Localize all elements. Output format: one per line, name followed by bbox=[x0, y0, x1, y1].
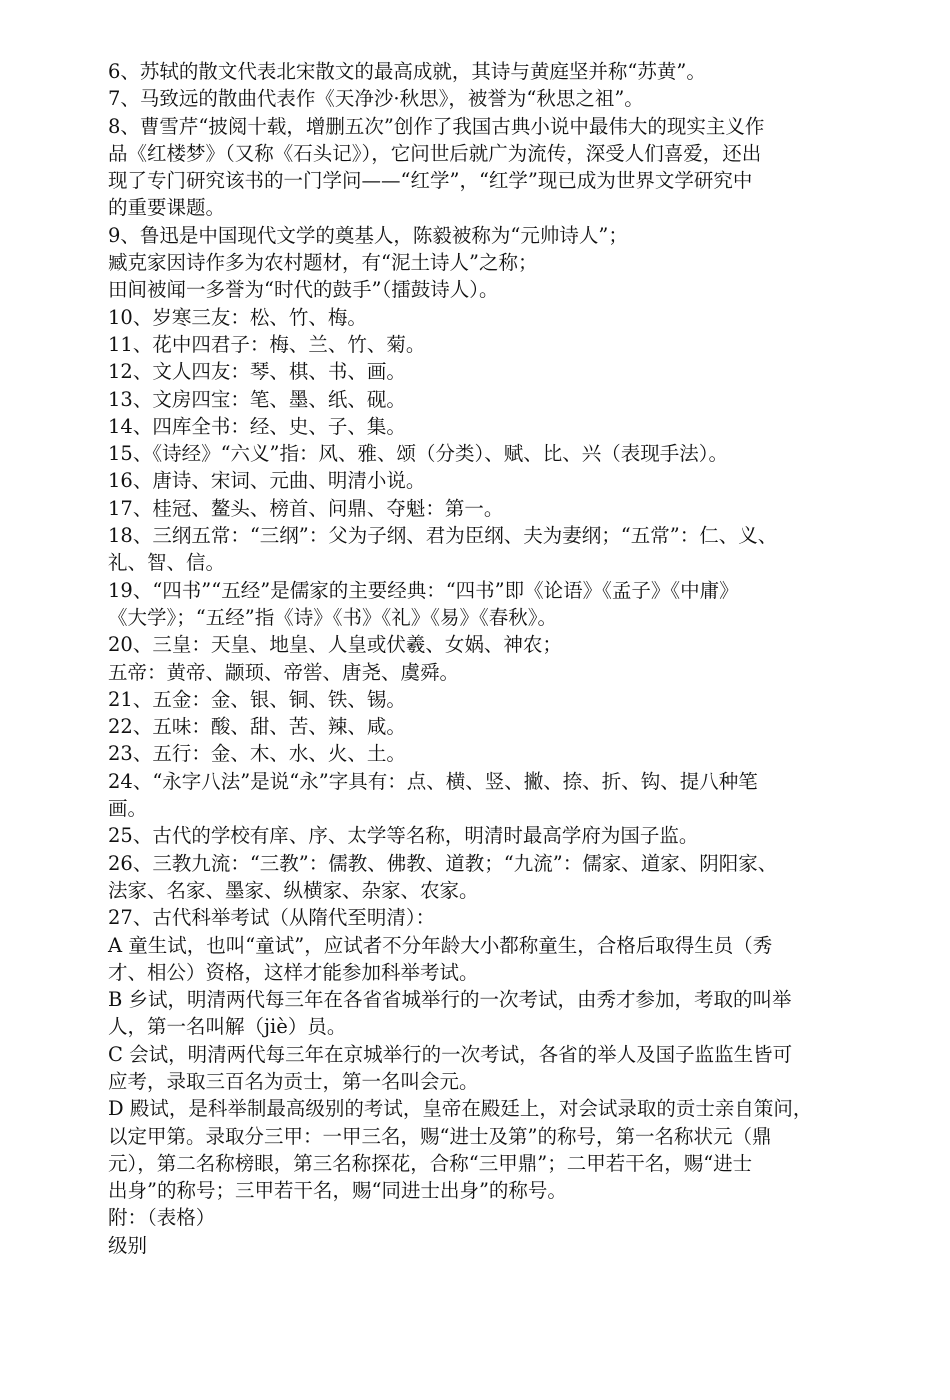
text-line: 元），第二名称榜眼，第三名称探花，合称“三甲鼎”；二甲若干名，赐“进士 bbox=[108, 1151, 753, 1175]
text-line: 17、桂冠、鳌头、榜首、问鼎、夺魁：第一。 bbox=[108, 496, 504, 520]
text-line: B 乡试，明清两代每三年在各省省城举行的一次考试，由秀才参加，考取的叫举 bbox=[108, 988, 792, 1012]
text-line: 附：（表格） bbox=[108, 1206, 216, 1230]
text-line: 26、三教九流：“三教”：儒教、佛教、道教；“九流”：儒家、道家、阴阳家、 bbox=[108, 851, 778, 875]
text-line: 人，第一名叫解（jiè）员。 bbox=[108, 1015, 347, 1039]
text-line: 6、苏轼的散文代表北宋散文的最高成就，其诗与黄庭坚并称“苏黄”。 bbox=[108, 60, 706, 83]
text-line: 画。 bbox=[108, 797, 148, 821]
text-line: 15、《诗经》“六义”指：风、雅、颂（分类）、赋、比、兴（表现手法）。 bbox=[108, 442, 729, 466]
text-line: 现了专门研究该书的一门学问——“红学”，“红学”现已成为世界文学研究中 bbox=[108, 169, 753, 193]
text-line: 12、文人四友：琴、棋、书、画。 bbox=[108, 360, 406, 384]
text-line: 24、“永字八法”是说“永”字具有：点、横、竖、撇、捺、折、钩、提八种笔 bbox=[108, 769, 758, 793]
text-line: 臧克家因诗作多为农村题材，有“泥土诗人”之称； bbox=[108, 251, 538, 275]
text-line: 16、唐诗、宋词、元曲、明清小说。 bbox=[108, 469, 426, 493]
text-line: 应考，录取三百名为贡士，第一名叫会元。 bbox=[108, 1069, 479, 1093]
text-line: 礼、智、信。 bbox=[108, 551, 226, 575]
text-line: 18、三纲五常：“三纲”：父为子纲、君为臣纲、夫为妻纲；“五常”：仁、义、 bbox=[108, 524, 778, 548]
text-line: 8、曹雪芹“披阅十载，增删五次”创作了我国古典小说中最伟大的现实主义作 bbox=[108, 114, 765, 138]
text-line: 五帝：黄帝、颛顼、帝喾、唐尧、虞舜。 bbox=[108, 660, 460, 684]
text-line: 9、鲁迅是中国现代文学的奠基人，陈毅被称为“元帅诗人”； bbox=[108, 223, 628, 247]
text-line: 出身”的称号；三甲若干名，赐“同进士出身”的称号。 bbox=[108, 1179, 567, 1203]
text-line: D 殿试，是科举制最高级别的考试，皇帝在殿廷上，对会试录取的贡士亲自策问， bbox=[108, 1097, 813, 1121]
text-line: 田间被闻一多誉为“时代的鼓手”（擂鼓诗人）。 bbox=[108, 278, 499, 302]
text-line: 27、古代科举考试（从隋代至明清）： bbox=[108, 906, 436, 930]
text-line: 25、古代的学校有庠、序、太学等名称，明清时最高学府为国子监。 bbox=[108, 824, 699, 848]
text-line: 品《红楼梦》（又称《石头记》），它问世后就广为流传，深受人们喜爱，还出 bbox=[108, 141, 762, 165]
text-line: 的重要课题。 bbox=[108, 196, 226, 220]
text-line: 13、文房四宝：笔、墨、纸、砚。 bbox=[108, 387, 406, 411]
text-line: 22、五味：酸、甜、苦、辣、咸。 bbox=[108, 715, 406, 739]
text-line: 7、马致远的散曲代表作《天净沙·秋思》，被誉为“秋思之祖”。 bbox=[108, 87, 644, 111]
text-line: 才、相公）资格，这样才能参加科举考试。 bbox=[108, 960, 479, 984]
text-line: 以定甲第。录取分三甲：一甲三名，赐“进士及第”的称号，第一名称状元（鼎 bbox=[108, 1124, 772, 1148]
text-line: 20、三皇：天皇、地皇、人皇或伏羲、女娲、神农； bbox=[108, 633, 562, 657]
text-line: C 会试，明清两代每三年在京城举行的一次考试，各省的举人及国子监监生皆可 bbox=[108, 1042, 793, 1066]
text-line: 21、五金：金、银、铜、铁、锡。 bbox=[108, 687, 406, 711]
text-line: 23、五行：金、木、水、火、土。 bbox=[108, 742, 406, 766]
text-line: A 童生试，也叫“童试”，应试者不分年龄大小都称童生，合格后取得生员（秀 bbox=[108, 933, 773, 957]
text-line: 19、“四书”“五经”是儒家的主要经典：“四书”即《论语》《孟子》《中庸》 bbox=[108, 578, 739, 602]
text-line: 14、四库全书：经、史、子、集。 bbox=[108, 414, 406, 438]
text-line: 法家、名家、墨家、纵横家、杂家、农家。 bbox=[108, 878, 479, 902]
text-line: 10、岁寒三友：松、竹、梅。 bbox=[108, 305, 367, 329]
text-line: 11、花中四君子：梅、兰、竹、菊。 bbox=[108, 332, 426, 356]
document-page bbox=[108, 58, 856, 1259]
text-line: 《大学》；“五经”指《诗》《书》《礼》《易》《春秋》。 bbox=[108, 605, 557, 629]
text-line: 级别 bbox=[108, 1233, 148, 1257]
